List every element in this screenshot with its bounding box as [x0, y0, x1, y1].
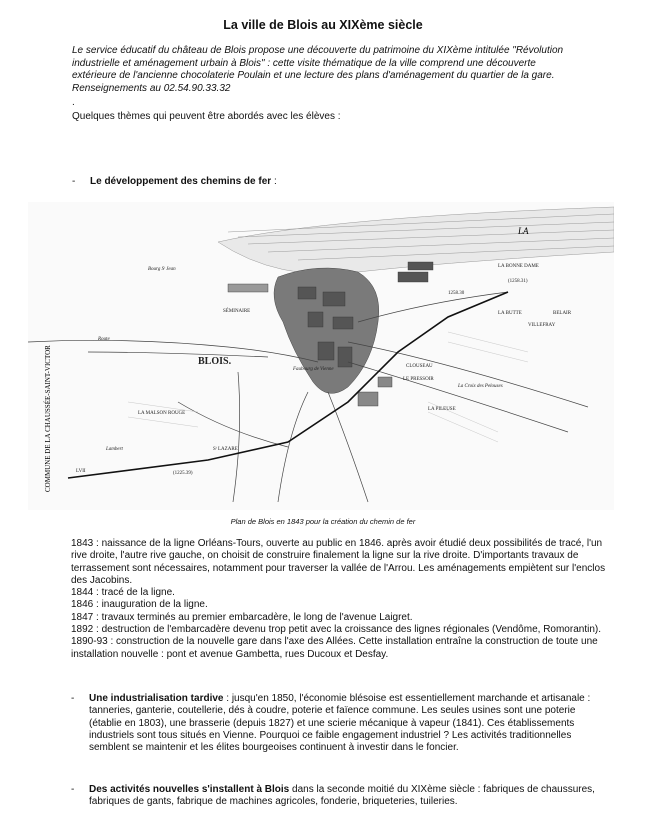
map-label-blois: BLOIS. — [198, 356, 232, 367]
section-railways-heading — [72, 176, 277, 187]
map-label-maison-rouge: LA MALSON ROUGE — [138, 411, 186, 416]
map-label-n3: 1258.30 — [448, 291, 465, 296]
map-label-villefray: VILLEFRAY — [528, 323, 556, 328]
bullet-text: : jusqu'en 1850, l'économie blésoise est essentiellement marchande et artisanale : tanneries, ganterie, coutellerie, dés à coudre, poterie et faïence commune. Les seules usines sont une poterie (établie en 1803), une brasserie (depuis 1827) et une scierie mécanique à vapeur (1841). Ces établissements industriels sont tous situés en Vienne. Pourquoi ce faible engagement industriel ? Les activités traditionnelles semblent se maintenir et les élites bourgeoises continuent à investir dans le foncier. — [89, 693, 591, 754]
chronology-entry: 1844 : tracé de la ligne. — [71, 587, 175, 599]
section-title: Le développement des chemins de fer — [90, 176, 272, 187]
map-label-croix: La Croix des Pelouses — [458, 384, 503, 389]
map-label-lambert: Lambert — [106, 447, 123, 452]
map-label-bourg: Bourg Sᵗ Jean — [148, 267, 176, 272]
bullet-title: Des activités nouvelles s'installent à Blois — [89, 784, 290, 795]
map-label-pileuse: LA PILEUSE — [428, 407, 456, 412]
map-label-seminaire: SÉMINAIRE — [223, 309, 251, 314]
bullet-title: Une industrialisation tardive — [89, 693, 224, 704]
chronology-entry: 1890-93 : construction de la nouvelle gare dans l'axe des Allées. Cette installation entraîne la construction de toute une installation nouvelle : pont et avenue Gambetta, rues Ducoux et Desfay. — [71, 636, 598, 660]
bullet-nouvelles-activites — [71, 784, 601, 809]
chronology-entry: 1846 : inauguration de la ligne. — [71, 599, 208, 611]
map-label-n1: (1225.39) — [173, 471, 193, 476]
map-label-st-lazare: Sᵗ LAZARE — [213, 447, 238, 452]
section-suffix: : — [271, 176, 277, 187]
map-label-belair: BELAIR — [553, 311, 572, 316]
bullet-industrialisation — [71, 693, 601, 754]
chronology-entry: 1843 : naissance de la ligne Orléans-Tours, ouverte au public en 1846. après avoir étudié deux possibilités de tracé, l'un rive droite, l'autre rive gauche, on choisit de construire finalement la ligne sur la rive droite. D'importants travaux de terrassement sont nécessaires, notamment pour traverser la vallée de l'Arrou. Les aménagements empiètent sur l'enclos des Jacobins. — [71, 538, 606, 586]
intro-paragraph: Le service éducatif du château de Blois propose une découverte du patrimoine du XIXème intitulée "Révolution industrielle et aménagement urbain à Blois" : cette visite thématique de la ville comprend une découverte extérieure de l'ancienne chocolaterie Poulain et une lecture des plans d'aménagement du quartier de la gare. Renseignements au 02.54.90.33.32 — [72, 45, 564, 94]
page-title: La ville de Blois au XIXème siècle — [223, 18, 423, 32]
map-label-faubourg: Faubourg de Vienne — [293, 367, 334, 372]
map-label-pressoir: LE PRESSOIR — [403, 377, 434, 382]
chronology-entry: 1892 : destruction de l'embarcadère devenu trop petit avec la croissance des lignes régionales (Vendôme, Romorantin). — [71, 624, 601, 636]
map-label-bonne-dame: LA BONNE DAME — [498, 264, 539, 269]
map-label-butte: LA BUTTE — [498, 311, 522, 316]
section-dash: - — [72, 176, 76, 187]
intro-dot: . — [72, 97, 75, 108]
map-caption: Plan de Blois en 1843 pour la création du chemin de fer — [230, 517, 416, 526]
map-label-n2: (1258.31) — [508, 279, 528, 284]
map-label-la: LA — [518, 226, 529, 236]
map-label-commune: COMMUNE DE LA CHAUSSÉE-SAINT-VICTOR — [44, 345, 52, 492]
map-label-clouseau: CLOUSEAU — [406, 364, 433, 369]
map-label-route: Route — [98, 337, 110, 342]
chronology — [71, 538, 606, 661]
map-label-n4: LVII — [76, 469, 86, 474]
blois-1843-map — [28, 202, 614, 510]
bullet-dash: - — [71, 784, 75, 795]
bullet-dash: - — [71, 693, 75, 704]
bullet-text: dans la seconde moitié du XIXème siècle : fabriques de chaussures, fabriques de gants, fabrique de machines agricoles, fonderie, briqueteries, tuileries. — [89, 784, 595, 808]
themes-line: Quelques thèmes qui peuvent être abordés avec les élèves : — [72, 111, 341, 122]
chronology-entry: 1847 : travaux terminés au premier embarcadère, le long de l'avenue Laigret. — [71, 611, 413, 623]
